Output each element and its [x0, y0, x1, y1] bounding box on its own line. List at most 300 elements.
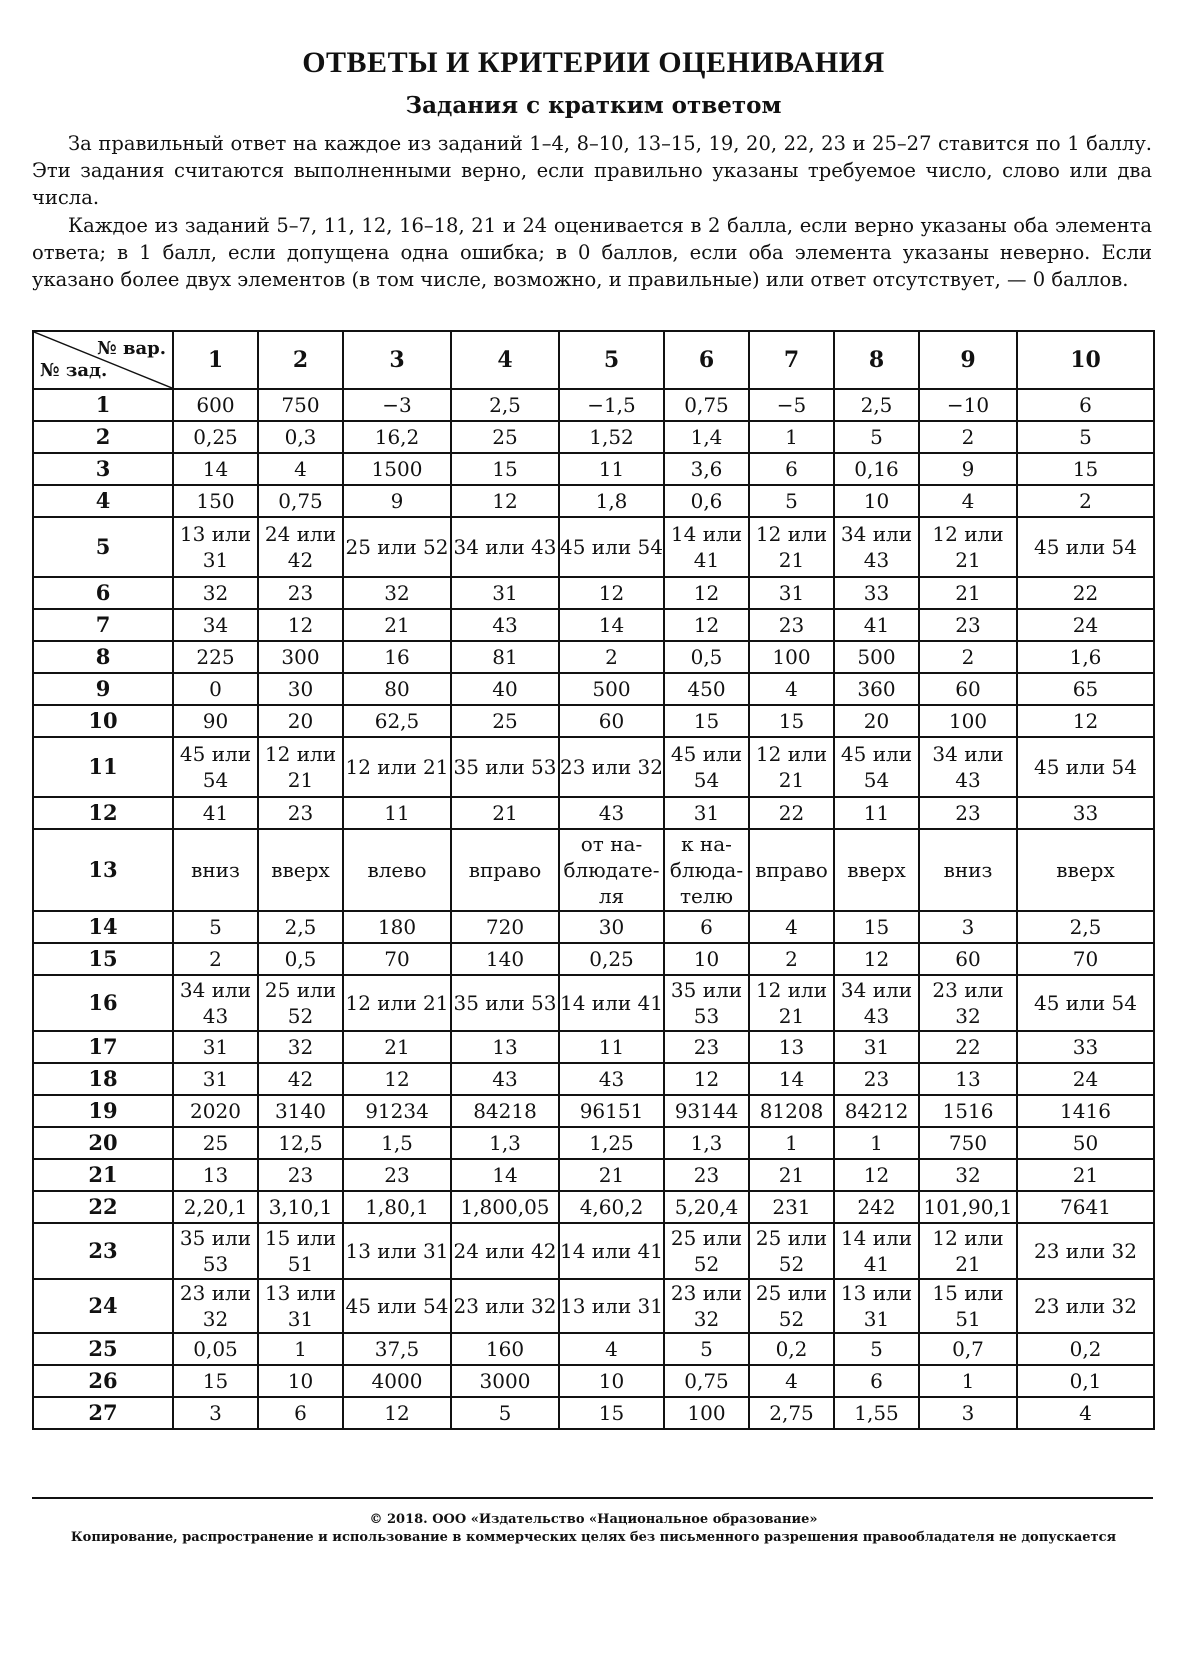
answer-cell: 5: [834, 1333, 919, 1365]
answer-cell: 1: [258, 1333, 343, 1365]
answer-cell: 1500: [343, 453, 451, 485]
answer-cell: 30: [559, 911, 664, 943]
answer-cell: 1,3: [451, 1127, 559, 1159]
answer-cell: 23: [919, 797, 1017, 829]
answer-cell: 31: [664, 797, 749, 829]
task-number-cell: 27: [33, 1397, 173, 1429]
table-row: [33, 389, 1154, 421]
answer-cell: 0,2: [749, 1333, 834, 1365]
answer-cell: 35 или 53: [173, 1223, 258, 1279]
answer-cell: 13: [451, 1031, 559, 1063]
answer-cell: 45 или 54: [1017, 737, 1154, 797]
answer-cell: 15: [664, 705, 749, 737]
answer-cell: 13 или 31: [343, 1223, 451, 1279]
task-number-cell: 6: [33, 577, 173, 609]
answer-cell: 23: [258, 577, 343, 609]
table-row: [33, 421, 1154, 453]
answer-cell: 15: [1017, 453, 1154, 485]
answer-cell: 23: [664, 1031, 749, 1063]
answer-cell: 3: [919, 911, 1017, 943]
answer-cell: 0,3: [258, 421, 343, 453]
answers-table: [32, 330, 1155, 1430]
answer-cell: 24 или 42: [258, 517, 343, 577]
answer-cell: 93144: [664, 1095, 749, 1127]
answer-cell: вниз: [173, 829, 258, 911]
answer-cell: 1516: [919, 1095, 1017, 1127]
answer-cell: 50: [1017, 1127, 1154, 1159]
answer-cell: 5,20,4: [664, 1191, 749, 1223]
answer-cell: 34 или 43: [834, 975, 919, 1031]
table-row: [33, 797, 1154, 829]
answer-cell: 360: [834, 673, 919, 705]
table-row: [33, 673, 1154, 705]
answer-cell: 750: [919, 1127, 1017, 1159]
answer-cell: 23 или 32: [664, 1279, 749, 1333]
task-number-cell: 19: [33, 1095, 173, 1127]
answer-cell: 25: [173, 1127, 258, 1159]
task-number-cell: 20: [33, 1127, 173, 1159]
variant-header: 7: [749, 331, 834, 389]
answer-cell: 12: [664, 609, 749, 641]
answer-cell: 21: [343, 609, 451, 641]
answer-cell: 13 или 31: [173, 517, 258, 577]
answer-cell: 14 или 41: [559, 975, 664, 1031]
task-number-cell: 9: [33, 673, 173, 705]
answer-cell: 80: [343, 673, 451, 705]
answer-cell: 10: [559, 1365, 664, 1397]
answer-cell: к на-блюда-телю: [664, 829, 749, 911]
answer-cell: 25: [451, 421, 559, 453]
answer-cell: 10: [834, 485, 919, 517]
answer-cell: 23 или 32: [173, 1279, 258, 1333]
answer-cell: 2: [559, 641, 664, 673]
variant-header: 8: [834, 331, 919, 389]
answer-cell: 21: [1017, 1159, 1154, 1191]
task-number-cell: 12: [33, 797, 173, 829]
answer-cell: 81: [451, 641, 559, 673]
table-row: [33, 517, 1154, 577]
variant-header-label: № вар.: [97, 338, 166, 359]
answer-cell: 2: [919, 421, 1017, 453]
table-row: [33, 1063, 1154, 1095]
answer-cell: 0,75: [664, 1365, 749, 1397]
answer-cell: 5: [664, 1333, 749, 1365]
answer-cell: 15: [451, 453, 559, 485]
answer-cell: 12 или 21: [749, 737, 834, 797]
answer-cell: 31: [749, 577, 834, 609]
answer-cell: 25 или 52: [749, 1279, 834, 1333]
answer-cell: 13: [919, 1063, 1017, 1095]
answer-cell: 2,5: [834, 389, 919, 421]
task-number-cell: 24: [33, 1279, 173, 1333]
task-number-cell: 17: [33, 1031, 173, 1063]
answer-cell: 21: [749, 1159, 834, 1191]
answer-cell: 0,5: [664, 641, 749, 673]
answer-cell: 11: [834, 797, 919, 829]
answer-cell: 16: [343, 641, 451, 673]
answer-cell: 15: [559, 1397, 664, 1429]
answer-cell: 1: [919, 1365, 1017, 1397]
answer-cell: 13 или 31: [559, 1279, 664, 1333]
answer-cell: 450: [664, 673, 749, 705]
page-title: ОТВЕТЫ И КРИТЕРИИ ОЦЕНИВАНИЯ: [302, 46, 885, 79]
answer-cell: 14: [749, 1063, 834, 1095]
task-number-cell: 13: [33, 829, 173, 911]
answer-cell: 13: [749, 1031, 834, 1063]
answer-cell: 23: [664, 1159, 749, 1191]
table-row: [33, 1397, 1154, 1429]
answer-cell: 37,5: [343, 1333, 451, 1365]
answer-cell: 16,2: [343, 421, 451, 453]
task-number-cell: 3: [33, 453, 173, 485]
answer-cell: 12: [451, 485, 559, 517]
answer-cell: 34 или 43: [834, 517, 919, 577]
answer-cell: 34 или 43: [919, 737, 1017, 797]
answer-cell: 32: [919, 1159, 1017, 1191]
answer-cell: −5: [749, 389, 834, 421]
answer-cell: 31: [451, 577, 559, 609]
table-row: [33, 1159, 1154, 1191]
answer-cell: −1,5: [559, 389, 664, 421]
answer-cell: 100: [664, 1397, 749, 1429]
answer-cell: 6: [664, 911, 749, 943]
answer-cell: 160: [451, 1333, 559, 1365]
answer-cell: 65: [1017, 673, 1154, 705]
answer-cell: 23: [258, 797, 343, 829]
answer-cell: 84212: [834, 1095, 919, 1127]
answer-cell: 45 или 54: [1017, 975, 1154, 1031]
task-number-cell: 4: [33, 485, 173, 517]
answer-cell: 4: [749, 911, 834, 943]
answer-cell: 4: [749, 1365, 834, 1397]
answer-cell: 22: [919, 1031, 1017, 1063]
answer-cell: 24: [1017, 1063, 1154, 1095]
answer-cell: 23: [343, 1159, 451, 1191]
answer-cell: 43: [451, 609, 559, 641]
answer-cell: 12: [1017, 705, 1154, 737]
answer-cell: 11: [559, 1031, 664, 1063]
answer-cell: 0,75: [258, 485, 343, 517]
answer-cell: 25 или 52: [343, 517, 451, 577]
answer-cell: 60: [919, 673, 1017, 705]
answer-cell: 1,5: [343, 1127, 451, 1159]
answer-cell: 100: [749, 641, 834, 673]
task-number-cell: 26: [33, 1365, 173, 1397]
answer-cell: 0,7: [919, 1333, 1017, 1365]
answer-cell: 4000: [343, 1365, 451, 1397]
table-header-row: [33, 331, 1154, 389]
answer-cell: 12 или 21: [749, 517, 834, 577]
table-row: [33, 1191, 1154, 1223]
answer-cell: 45 или 54: [173, 737, 258, 797]
answer-cell: 1416: [1017, 1095, 1154, 1127]
answer-cell: 23 или 32: [451, 1279, 559, 1333]
answer-cell: 0,25: [559, 943, 664, 975]
answer-cell: 1: [749, 421, 834, 453]
answer-cell: 4: [1017, 1397, 1154, 1429]
answer-cell: 100: [919, 705, 1017, 737]
footer-divider: [32, 1497, 1153, 1499]
answer-cell: 32: [343, 577, 451, 609]
answer-cell: 40: [451, 673, 559, 705]
answer-cell: 4,60,2: [559, 1191, 664, 1223]
answer-cell: 12: [343, 1397, 451, 1429]
answer-cell: 12 или 21: [749, 975, 834, 1031]
answer-cell: 0,1: [1017, 1365, 1154, 1397]
table-row: [33, 737, 1154, 797]
answer-cell: −10: [919, 389, 1017, 421]
answer-cell: 22: [749, 797, 834, 829]
answer-cell: 21: [343, 1031, 451, 1063]
answer-cell: вверх: [834, 829, 919, 911]
table-row: [33, 609, 1154, 641]
answer-cell: 41: [173, 797, 258, 829]
page-subtitle: Задания с кратким ответом: [405, 92, 782, 119]
answer-cell: 600: [173, 389, 258, 421]
task-header-label: № зад.: [40, 360, 108, 381]
answer-cell: 21: [559, 1159, 664, 1191]
answer-cell: 45 или 54: [1017, 517, 1154, 577]
answer-cell: 5: [451, 1397, 559, 1429]
answer-cell: 14: [173, 453, 258, 485]
answer-cell: 15: [173, 1365, 258, 1397]
answer-cell: 15: [834, 911, 919, 943]
table-row: [33, 577, 1154, 609]
answer-cell: 34 или 43: [451, 517, 559, 577]
table-row: [33, 1223, 1154, 1279]
answer-cell: 1,4: [664, 421, 749, 453]
answer-cell: 1,25: [559, 1127, 664, 1159]
answer-cell: 750: [258, 389, 343, 421]
answer-cell: 6: [258, 1397, 343, 1429]
answer-cell: 12: [343, 1063, 451, 1095]
answer-cell: 9: [343, 485, 451, 517]
task-number-cell: 5: [33, 517, 173, 577]
table-row: [33, 943, 1154, 975]
answer-cell: 13 или 31: [834, 1279, 919, 1333]
table-row: [33, 1095, 1154, 1127]
table-row: [33, 829, 1154, 911]
answer-cell: 12: [258, 609, 343, 641]
answer-cell: 2,20,1: [173, 1191, 258, 1223]
table-row: [33, 705, 1154, 737]
answer-cell: 23: [749, 609, 834, 641]
answer-cell: 12: [559, 577, 664, 609]
answer-cell: 23 или 32: [559, 737, 664, 797]
answer-cell: 35 или 53: [451, 975, 559, 1031]
answer-cell: 60: [919, 943, 1017, 975]
answer-cell: 1,800,05: [451, 1191, 559, 1223]
answer-cell: 9: [919, 453, 1017, 485]
answer-cell: 15 или 51: [919, 1279, 1017, 1333]
answer-cell: 2020: [173, 1095, 258, 1127]
answer-cell: 3: [919, 1397, 1017, 1429]
answer-cell: 242: [834, 1191, 919, 1223]
table-row: [33, 1127, 1154, 1159]
answer-cell: 500: [834, 641, 919, 673]
answer-cell: 2,5: [258, 911, 343, 943]
answers-table-body: [33, 389, 1154, 1429]
task-number-cell: 21: [33, 1159, 173, 1191]
answer-cell: 6: [834, 1365, 919, 1397]
task-number-cell: 1: [33, 389, 173, 421]
answer-cell: 11: [559, 453, 664, 485]
answer-cell: 1,80,1: [343, 1191, 451, 1223]
answer-cell: 5: [173, 911, 258, 943]
task-number-cell: 10: [33, 705, 173, 737]
answer-cell: 33: [1017, 1031, 1154, 1063]
answer-cell: 4: [258, 453, 343, 485]
answer-cell: 0,5: [258, 943, 343, 975]
answer-cell: 13 или 31: [258, 1279, 343, 1333]
answer-cell: 12 или 21: [919, 517, 1017, 577]
answer-cell: 15: [749, 705, 834, 737]
answer-cell: 14 или 41: [834, 1223, 919, 1279]
answer-cell: 23: [834, 1063, 919, 1095]
answer-cell: 34: [173, 609, 258, 641]
answer-cell: 34 или 43: [173, 975, 258, 1031]
answer-cell: 23 или 32: [1017, 1279, 1154, 1333]
answer-cell: 1: [834, 1127, 919, 1159]
footer-copyright: © 2018. ООО «Издательство «Национальное образование»: [369, 1512, 818, 1527]
answer-cell: 2: [919, 641, 1017, 673]
answer-cell: 12: [834, 1159, 919, 1191]
answer-cell: 1: [749, 1127, 834, 1159]
answer-cell: вправо: [749, 829, 834, 911]
answer-cell: 0,6: [664, 485, 749, 517]
answer-cell: 21: [919, 577, 1017, 609]
answer-cell: 62,5: [343, 705, 451, 737]
task-number-cell: 23: [33, 1223, 173, 1279]
answer-cell: 25 или 52: [664, 1223, 749, 1279]
answer-cell: 3140: [258, 1095, 343, 1127]
variant-header: 4: [451, 331, 559, 389]
answer-cell: 25 или 52: [258, 975, 343, 1031]
answer-cell: 90: [173, 705, 258, 737]
answer-cell: 14 или 41: [559, 1223, 664, 1279]
answer-cell: 32: [173, 577, 258, 609]
answer-cell: 12 или 21: [343, 737, 451, 797]
answer-cell: 23: [919, 609, 1017, 641]
answer-cell: 45 или 54: [343, 1279, 451, 1333]
answer-cell: 43: [559, 1063, 664, 1095]
answer-cell: 1,3: [664, 1127, 749, 1159]
task-number-cell: 18: [33, 1063, 173, 1095]
task-number-cell: 14: [33, 911, 173, 943]
answer-cell: 23 или 32: [919, 975, 1017, 1031]
answer-cell: 140: [451, 943, 559, 975]
answer-cell: 1,6: [1017, 641, 1154, 673]
task-number-cell: 8: [33, 641, 173, 673]
answer-cell: 12: [834, 943, 919, 975]
task-number-cell: 15: [33, 943, 173, 975]
answer-cell: вверх: [1017, 829, 1154, 911]
answer-cell: 2,5: [451, 389, 559, 421]
answer-cell: 12,5: [258, 1127, 343, 1159]
task-number-cell: 25: [33, 1333, 173, 1365]
answer-cell: 20: [258, 705, 343, 737]
answer-cell: 1,52: [559, 421, 664, 453]
answer-cell: 0: [173, 673, 258, 705]
table-row: [33, 911, 1154, 943]
answer-cell: 6: [1017, 389, 1154, 421]
answer-cell: 1,8: [559, 485, 664, 517]
scoring-rules-paragraph-2: Каждое из заданий 5–7, 11, 12, 16–18, 21 и 24 оценивается в 2 балла, если верно указаны оба элемента ответа; в 1 балл, если допущена одна ошибка; в 0 баллов, если оба элемента указаны неверно. Если указано более двух элементов (в том числе, возможно, и правильные) или ответ отсутствует, — 0 баллов.: [32, 214, 1152, 291]
variant-header: 2: [258, 331, 343, 389]
answer-cell: 25 или 52: [749, 1223, 834, 1279]
answer-cell: 500: [559, 673, 664, 705]
answer-cell: 3: [173, 1397, 258, 1429]
answer-cell: 0,16: [834, 453, 919, 485]
task-number-cell: 2: [33, 421, 173, 453]
answer-cell: 12 или 21: [343, 975, 451, 1031]
answer-cell: 0,05: [173, 1333, 258, 1365]
answer-cell: 41: [834, 609, 919, 641]
answer-cell: 0,75: [664, 389, 749, 421]
answer-cell: 24 или 42: [451, 1223, 559, 1279]
answer-cell: вниз: [919, 829, 1017, 911]
task-number-cell: 7: [33, 609, 173, 641]
answer-cell: 35 или 53: [664, 975, 749, 1031]
variant-header: 6: [664, 331, 749, 389]
answer-cell: 96151: [559, 1095, 664, 1127]
answer-cell: от на-блюдате-ля: [559, 829, 664, 911]
answer-cell: 10: [664, 943, 749, 975]
answer-cell: 2: [173, 943, 258, 975]
answer-cell: 5: [834, 421, 919, 453]
answer-cell: 43: [559, 797, 664, 829]
footer-copy-notice: Копирование, распространение и использование в коммерческих целях без письменного разрешения правообладателя не допускается: [70, 1530, 1117, 1545]
answer-cell: 4: [919, 485, 1017, 517]
answer-cell: 4: [559, 1333, 664, 1365]
table-row: [33, 641, 1154, 673]
answer-cell: 7641: [1017, 1191, 1154, 1223]
answer-cell: вверх: [258, 829, 343, 911]
answer-cell: 31: [173, 1063, 258, 1095]
answer-cell: 231: [749, 1191, 834, 1223]
answer-cell: 30: [258, 673, 343, 705]
variant-header: 5: [559, 331, 664, 389]
answer-cell: 33: [1017, 797, 1154, 829]
task-number-cell: 22: [33, 1191, 173, 1223]
answer-cell: 12: [664, 577, 749, 609]
answer-cell: 225: [173, 641, 258, 673]
answer-cell: 24: [1017, 609, 1154, 641]
table-row: [33, 485, 1154, 517]
answer-cell: 32: [258, 1031, 343, 1063]
answer-cell: 2: [1017, 485, 1154, 517]
answer-cell: 45 или 54: [559, 517, 664, 577]
table-corner-cell: [33, 331, 173, 389]
answer-cell: 31: [173, 1031, 258, 1063]
answer-cell: 81208: [749, 1095, 834, 1127]
answer-cell: 1,55: [834, 1397, 919, 1429]
answer-cell: 720: [451, 911, 559, 943]
answer-cell: 11: [343, 797, 451, 829]
answer-cell: 3,6: [664, 453, 749, 485]
answer-cell: 60: [559, 705, 664, 737]
answer-cell: 35 или 53: [451, 737, 559, 797]
answer-cell: 22: [1017, 577, 1154, 609]
answer-cell: 4: [749, 673, 834, 705]
answer-cell: влево: [343, 829, 451, 911]
answer-cell: 0,25: [173, 421, 258, 453]
answer-cell: 5: [749, 485, 834, 517]
answer-cell: 2,75: [749, 1397, 834, 1429]
answer-cell: 84218: [451, 1095, 559, 1127]
answer-cell: 21: [451, 797, 559, 829]
answer-cell: 180: [343, 911, 451, 943]
